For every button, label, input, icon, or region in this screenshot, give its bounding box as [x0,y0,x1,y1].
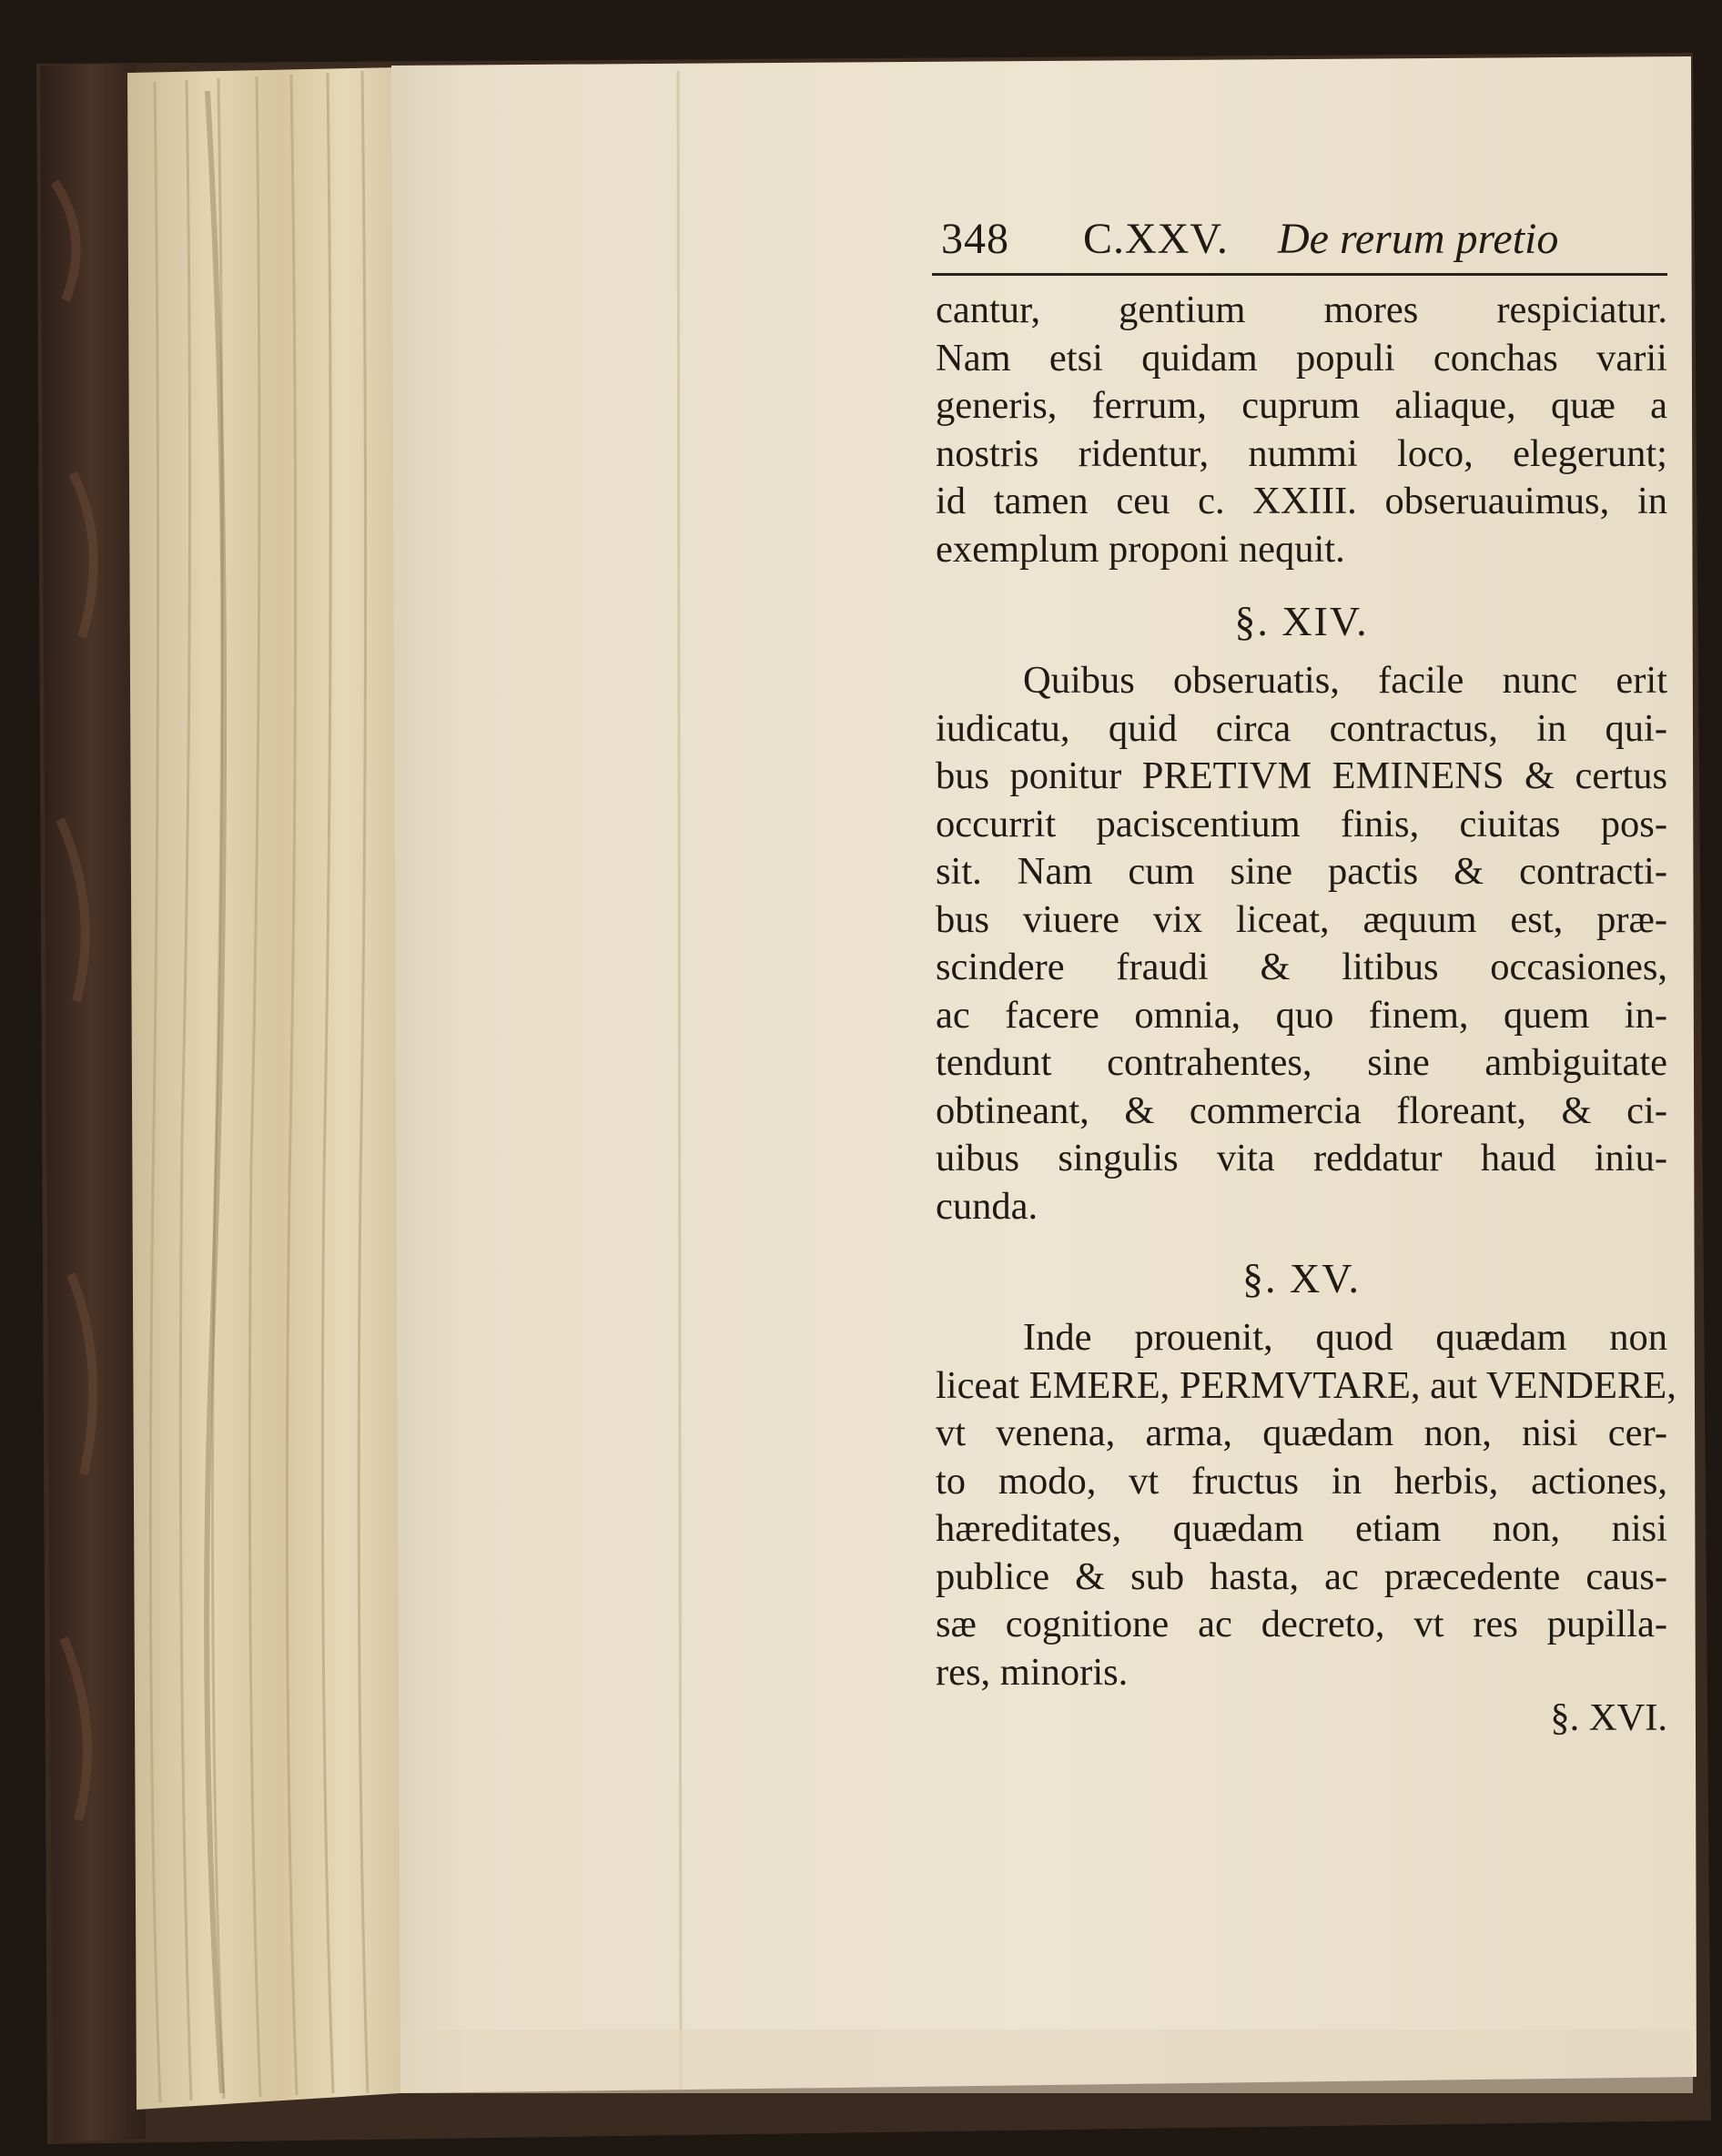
text-line: vt venena, arma, quædam non, nisi cer- [936,1412,1667,1454]
text-line: sæ cognitione ac decreto, vt res pupilla- [936,1603,1667,1645]
running-title: De rerum pretio [1278,215,1559,263]
text-line: liceat EMERE, PERMVTARE, aut VENDERE, [936,1363,1676,1407]
text-line: Nam etsi quidam populi conchas varii [936,336,1667,380]
text-line: uibus singulis vita reddatur haud iniu- [936,1137,1667,1179]
text-line: ac facere omnia, quo finem, quem in- [936,993,1667,1037]
text-line: occurrit paciscentium finis, ciuitas pos- [936,802,1667,845]
text-line: iudicatu, quid circa contractus, in qui- [936,706,1667,750]
text-line: Inde prouenit, quod quædam non [1023,1316,1667,1359]
text-line: hæreditates, quædam etiam non, nisi [936,1507,1667,1550]
catchword: §. XVI. [1550,1696,1667,1739]
text-line: nostris ridentur, nummi loco, elegerunt; [936,431,1667,475]
text-line: obtineant, & commercia floreant, & ci- [936,1088,1667,1132]
running-header [936,213,1667,266]
header-rule [932,273,1667,276]
paragraph-2 [936,657,1667,1230]
text-line: generis, ferrum, cuprum aliaque, quæ a [936,384,1667,427]
text-line: tendunt contrahentes, sine ambiguitate [936,1041,1667,1084]
paragraph-3 [936,1314,1676,1696]
page-edges [127,67,400,2110]
text-line: res, minoris. [936,1650,1129,1694]
page-bottom-tone [400,2029,1693,2093]
text-line: bus viuere vix liceat, æquum est, præ- [936,897,1667,941]
section-heading-xv: §. XV. [1241,1255,1361,1301]
text-line: cunda. [936,1184,1038,1228]
text-line: exemplum proponi nequit. [936,527,1345,571]
text-line: sit. Nam cum sine pactis & contracti- [936,850,1667,893]
text-line: bus ponitur PRETIVM EMINENS & certus [936,754,1667,797]
page-text [936,213,1676,1739]
text-line: to modo, vt fructus in herbis, actiones, [936,1459,1667,1503]
text-line: cantur, gentium mores respiciatur. [936,288,1667,331]
chapter-label: C.XXV. [1083,215,1229,263]
page-number: 348 [941,215,1009,263]
text-line: publice & sub hasta, ac præcedente caus- [936,1554,1667,1598]
text-line: Quibus obseruatis, facile nunc erit [1023,659,1667,702]
paragraph-1 [936,287,1667,573]
text-line: scindere fraudi & litibus occasiones, [936,946,1667,988]
section-heading-xiv: §. XIV. [1234,598,1369,644]
text-line: id tamen ceu c. XXIII. obseruauimus, in [936,480,1667,522]
